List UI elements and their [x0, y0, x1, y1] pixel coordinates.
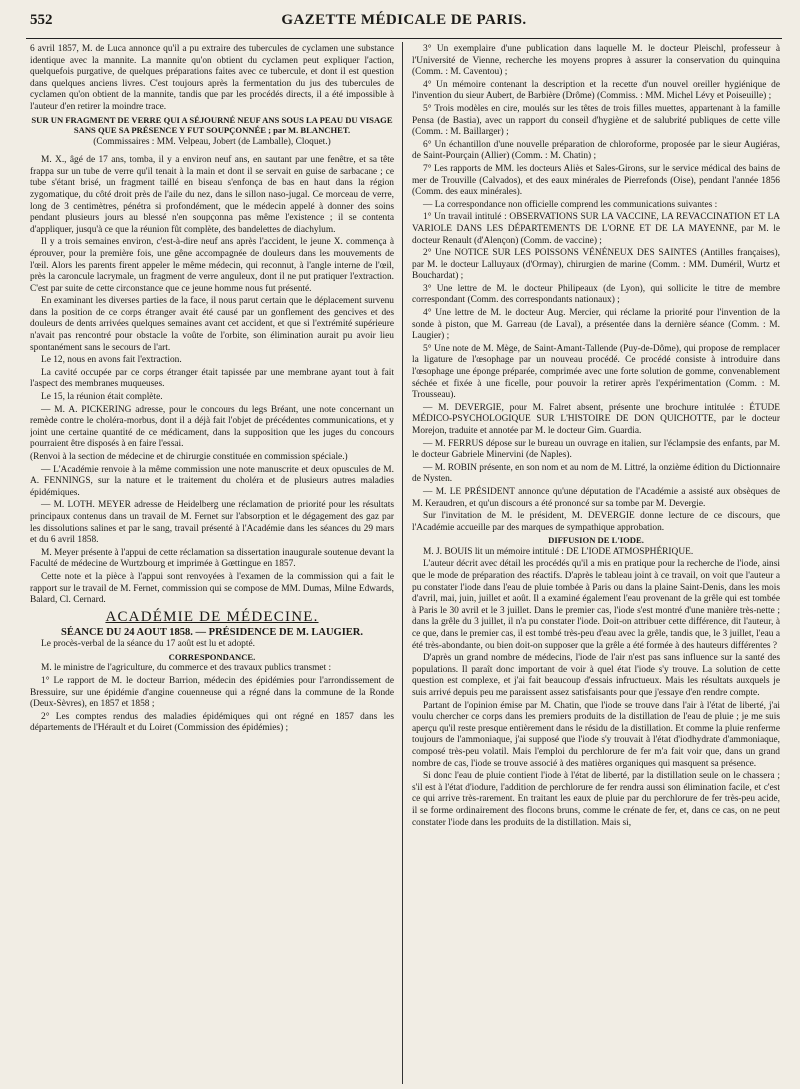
paragraph-president: — M. LE PRÉSIDENT annonce qu'une députation de l'Académie a assisté aux obsèques de M. Keraudren, et qu'un discours a été prononcé sur sa tombe par M. Devergie. — [412, 486, 780, 509]
paragraph-cyclamen: 6 avril 1857, M. de Luca annonce qu'il a pu extraire des tubercules de cyclamen une substance identique avec la mannite. La mannite qu'on obtient du cyclamen peut expliquer l'action, quelquefois purgative, de quelques préparations faites avec ce tubercule, et dont il est question dans quelques anciens livres. C'est toujours après la fermentation du jus des tubercules de cyclamen qu'on obtient de la mannite, tandis que par les procédés directs, il a été impossible à l'auteur d'en retirer la moindre trace. — [30, 44, 394, 112]
journal-title: GAZETTE MÉDICALE DE PARIS. — [281, 12, 527, 28]
paragraph-cavite: La cavité occupée par ce corps étranger était tapissée par une membrane ayant tout à fait l'aspect des membranes muqueuses. — [30, 367, 394, 390]
paragraph-cette-note: Cette note et la pièce à l'appui sont renvoyées à l'examen de la commission qui a fait le rapport sur le travail de M. Fernet, commission qui se compose de MM. Dumas, Milne Edwards, Balard, Cl. Cernard. — [30, 571, 394, 606]
paragraph-le-15: Le 15, la réunion était complète. — [41, 392, 163, 403]
diffusion-heading: DIFFUSION DE L'IODE. — [548, 535, 644, 546]
paragraph-ministre: M. le ministre de l'agriculture, du commerce et des travaux publics transmet : — [41, 663, 332, 674]
paragraph-invitation: Sur l'invitation de M. le président, M. DEVERGIE donne lecture de ce discours, que l'Académie accueille par des marques de sympathique approbation. — [412, 511, 780, 533]
item-c3-philipeaux: 3° Une lettre de M. le docteur Philipeaux (de Lyon), qui sollicite le titre de membre correspondant (Comm. des correspondants nationaux) ; — [412, 283, 780, 306]
paragraph-meyer-dissertation: M. Meyer présente à l'appui de cette réclamation sa dissertation inaugurale soutenue devant la Faculté de médecine de Wurtzbourg et imprimée à Gœttingue en 1857. — [30, 547, 394, 570]
paragraph-si-donc: Si donc l'eau de pluie contient l'iode à l'état de liberté, par la distillation seule on le chassera ; s'il est à l'état d'iodure, l'addition de perchlorure de fer rendra aussi son élimination facile, et c'est ce qui arrive très-rarement. En traitant les eaux de pluie par du perchlorure de fer très-peu acide, il se forme ordinairement des flocons bruns, comme le crénate de fer, et, dans ce cas, on ne peut constater l'iode dans les produits de la distillation. Mais si, — [412, 771, 780, 828]
right-column — [412, 44, 780, 1084]
item-5-modeles: 5° Trois modèles en cire, moulés sur les têtes de trois filles muettes, appartenant à la famille Pensa (de Bastia), avec un rapport du conseil d'hygiène et de salubrité publiques de cette ville (Comm. : M. Baillarger) ; — [412, 103, 780, 138]
paragraph-le-12: Le 12, nous en avons fait l'extraction. — [41, 355, 182, 366]
section-heading-verre: SUR UN FRAGMENT DE VERRE QUI A SÉJOURNÉ NEUF ANS SOUS LA PEAU DU VISAGE SANS QUE SA PRÉSENCE Y FUT SOUPÇONNÉE ; par M. BLANCHET. — [31, 114, 393, 136]
paragraph-examinant: En examinant les diverses parties de la face, il nous parut certain que le déplacement survenu dans la position de ce corps étranger avait été causé par un gonflement des gencives et des douleurs de dents arrivées quelques semaines avant cet accident, et que si l'extrémité supérieure n'avait pas rencontré pour obstacle la voûte de l'orbite, son élimination aurait pu avoir lieu spontanément sans le secours de l'art. — [30, 296, 394, 353]
left-column — [30, 44, 394, 1084]
paragraph-comptes-rendus: 2° Les comptes rendus des maladies épidémiques qui ont régné en 1857 dans les départements de l'Hérault et du Loiret (Commission des épidémies) ; — [30, 711, 394, 734]
seance-heading: SÉANCE DU 24 AOUT 1858. — PRÉSIDENCE DE M. LAUGIER. — [60, 626, 363, 638]
item-c2-poissons: 2° Une NOTICE SUR LES POISSONS VÉNÉNEUX DES SAINTES (Antilles françaises), par M. le docteur Lalluyaux (d'Ormay), chirurgien de marine (Comm. : MM. Duméril, Wurtz et Bouchardat) ; — [412, 248, 780, 282]
paragraph-meyer: — M. LOTH. MEYER adresse de Heidelberg une réclamation de priorité pour les résultats principaux contenus dans un travail de M. Fernet sur l'absorption et le dégagement des gaz par les dissolutions salines et par le sang, travail présenté à l'Académie dans les séances du 29 mars et du 6 avril 1858. — [30, 500, 394, 546]
paragraph-apres: D'après un grand nombre de médecins, l'iode de l'air n'est pas sans influence sur la santé des populations. Il paraît donc important de voir à quel état l'iode s'y trouve. La solution de cette question est complexe, et j'ai fait beaucoup d'essais infructueux. Mais les résultats auxquels je suis arrivé depuis peu me paraissent assez satisfaisants pour que j'essaye d'en rendre compte. — [412, 653, 780, 698]
paragraph-chatin: Partant de l'opinion émise par M. Chatin, que l'iode se trouve dans l'air à l'état de liberté, j'ai voulu chercher ce corps dans les premiers produits de la distillation de l'eau de pluie ; je me suis aperçu qu'il reste presque entièrement dans le résidu de la distillation. Et comme la pluie renferme toujours de l'ammoniaque, j'ai supposé que l'iode s'y trouvait à l'état d'iodhydrate d'ammoniaque, composé très-peu volatil. Mais l'emploi du perchlorure de fer m'a fait voir que, dans un grand nombre de cas, l'iode se trouve associé à des matières organiques qui masquent sa présence. — [412, 700, 780, 769]
paragraph-ferrus: — M. FERRUS dépose sur le bureau un ouvrage en italien, sur l'éclampsie des enfants, par M. le docteur Gabriele Minervini (de Naples). — [412, 438, 780, 461]
paragraph-academie-renvoie: — L'Académie renvoie à la même commission une note manuscrite et deux opuscules de M. A. FENNINGS, sur la nature et le traitement du choléra et de plusieurs autres maladies épidémiques. — [30, 464, 394, 498]
paragraph-renvoi: (Renvoi à la section de médecine et de chirurgie constituée en commission spéciale.) — [30, 452, 348, 462]
paragraph-bouis: M. J. BOUIS lit un mémoire intitulé : DE L'IODE ATMOSPHÉRIQUE. — [423, 546, 694, 557]
item-c1-vaccine: 1° Un travail intitulé : OBSERVATIONS SUR LA VACCINE, LA REVACCINATION ET LA VARIOLE DANS LES DÉPARTEMENTS DE L'ORNE ET DE LA MAYENNE, par M. le docteur Renault (d'Alençon) (Comm. de vaccine) ; — [412, 212, 780, 246]
paragraph-robin: — M. ROBIN présente, en son nom et au nom de M. Littré, la onzième édition du Dictionnaire de Nysten. — [412, 462, 780, 485]
page-header — [30, 12, 778, 34]
paragraph-barrion: 1° Le rapport de M. le docteur Barrion, médecin des épidémies pour l'arrondissement de Bressuire, sur une épidémie d'angine couenneuse qui a régné dans la commune de la Ronde (Deux-Sèvres), en 1857 et 1858 ; — [30, 676, 394, 710]
item-6-chloroforme: 6° Un échantillon d'une nouvelle préparation de chloroforme, proposée par le sieur Augiéras, de Saint-Pourçain (Allier) (Comm. : M. Chatin) ; — [412, 139, 780, 162]
page-number: 552 — [30, 12, 53, 28]
paragraph-correspondance: — La correspondance non officielle comprend les communications suivantes : — [423, 199, 718, 210]
academie-title: ACADÉMIE DE MÉDECINE. — [105, 608, 319, 625]
item-3-pleischl: 3° Un exemplaire d'une publication dans laquelle M. le docteur Pleischl, professeur à l'Université de Vienne, recherche les moyens propres à assurer la conservation du quinquina (Comm. : M. Caventou) ; — [412, 44, 780, 78]
item-c5-mege: 5° Une note de M. Mège, de Saint-Amant-Tallende (Puy-de-Dôme), qui propose de remplacer la ligature de l'œsophage par un nouveau procédé. Ce procédé consiste à introduire dans l'œsophage une éponge préparée, comprimée avec une forte solution de gomme, convenablement séchée et fixée à une ficelle, pour pouvoir la retirer après l'expérimentation (Comm. : M. Trousseau). — [412, 343, 780, 401]
paragraph-devergie: — M. DEVERGIE, pour M. Falret absent, présente une brochure intitulée : ÉTUDE MÉDICO-PSYCHOLOGIQUE SUR L'HISTOIRE DE DON QUICHOTTE, par le docteur Morejon, traduite et annotée par M. le docteur Gim. Guardia. — [412, 402, 780, 436]
paragraph-auteur: L'auteur décrit avec détail les procédés qu'il a mis en pratique pour la recherche de l'iode, ainsi que le mode de préparation des réactifs. D'après le tableau joint à ce travail, on voit que l'auteur a pu constater l'iode dans l'eau de pluie tombée à Paris ou dans la plaine Saint-Denis, dans les mois d'avril, mai, juin, juillet et août. Il a examiné également l'eau provenant de la grêle qui est tombée à Paris le 30 avril et le 3 juillet. Dans le premier cas, l'iode s'est montré d'une manière très-nette ; dans la grêle du 3 juillet, il n'a pu constater l'iode. Doit-on attribuer cette différence, dit l'auteur, à ce que, dans le premier cas, il est tombé très-peu d'eau avec la grêle, tandis que, le 3 juillet, l'eau a été très-abondante, ou bien doit-on supposer que la grêle a été formée à des hauteurs différentes ? — [412, 559, 780, 651]
item-4-oreiller: 4° Un mémoire contenant la description et la recette d'un nouvel oreiller hygiénique de l'invention du sieur Aubert, de Barbière (Drôme) (Commiss. : MM. Michel Lévy et Poiseuille) ; — [412, 79, 780, 102]
proces-verbal: Le procès-verbal de la séance du 17 août est lu et adopté. — [41, 639, 255, 650]
paragraph-trois-semaines: Il y a trois semaines environ, c'est-à-dire neuf ans après l'accident, le jeune X. commença à éprouver, pour la première fois, une gêne accompagnée de douleurs dans les mouvements de l'œil. Alors les parents firent appeler le même médecin, qui reconnut, à l'angle interne de l'œil, près la caroncule lacrymale, un fragment de verre anguleux, dont il ne put pratiquer l'extraction. C'est par suite de cette circonstance que ce jeune homme nous fut présenté. — [30, 237, 394, 294]
paragraph-x: M. X., âgé de 17 ans, tomba, il y a environ neuf ans, en sautant par une fenêtre, et sa tête frappa sur un tube de verre qu'il tenait à la main et dont il se servait en guise de sarbacane ; ce tube s'étant brisé, un fragment taillé en biseau s'enfonça de bas en haut dans la région zygomatique, du côté droit près de l'aile du nez, dans le sillon naso-jugal. Ce morceau de verre, long de 3 centimètres, pénétra si profondément, que le médecin appelé à donner des soins pendant plusieurs jours au blessé n'en soupçonna pas même l'existence ; il se contenta d'appliquer, jusqu'à ce que la réunion fût complète, des bandelettes de diachylum. — [30, 155, 394, 235]
commissaires-line: (Commissaires : MM. Velpeau, Jobert (de Lamballe), Cloquet.) — [93, 136, 331, 147]
item-7-rapports: 7° Les rapports de MM. les docteurs Aliès et Sales-Girons, sur le service médical des bains de mer de Trouville (Calvados), et des eaux minérales de Pierrefonds (Oise), pendant l'année 1856 (Comm. des eaux minérales). — [412, 163, 780, 198]
column-divider — [402, 42, 403, 1084]
correspondance-heading: CORRESPONDANCE. — [168, 651, 256, 662]
item-c4-mercier: 4° Une lettre de M. le docteur Aug. Mercier, qui réclame la priorité pour l'invention de la sonde à piston, que M. Garreau (de Laval), a présentée dans la dernière séance (Comm. : M. Laugier) ; — [412, 308, 780, 342]
header-rule — [26, 38, 782, 39]
paragraph-pickering: — M. A. PICKERING adresse, pour le concours du legs Bréant, une note concernant un remède contre le choléra-morbus, dont il a déjà fait l'objet de précédentes communications, et y joint une certaine quantité de ce médicament, dans la supposition que les juges du concours pourraient être disposés à en faire l'essai. — [30, 404, 394, 450]
